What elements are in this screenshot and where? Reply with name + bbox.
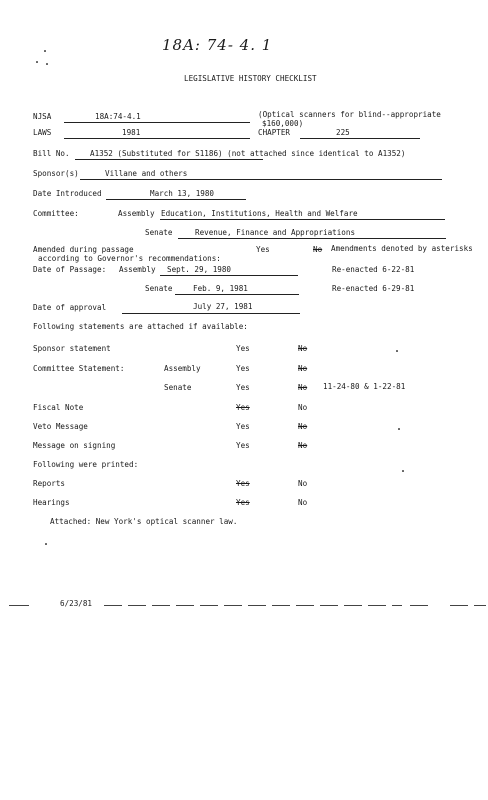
hearings-no: No xyxy=(298,498,308,507)
committee-assembly-underline xyxy=(160,219,445,220)
reports-label: Reports xyxy=(33,479,66,488)
amended-note: Amendments denoted by asterisks xyxy=(331,244,473,253)
amended-label: Amended during passage xyxy=(33,245,134,254)
veto-yes: Yes xyxy=(236,422,250,431)
footer-dash xyxy=(9,605,29,606)
committee-senate-underline xyxy=(178,238,446,239)
message-signing-yes: Yes xyxy=(236,441,250,450)
sponsors-label: Sponsor(s) xyxy=(33,169,79,178)
scan-speck xyxy=(402,470,404,472)
reports-yes: Yes xyxy=(236,479,250,488)
committee-statement-senate-label: Senate xyxy=(164,383,192,392)
passage-assembly-underline xyxy=(160,275,298,276)
committee-senate-label: Senate xyxy=(145,228,173,237)
veto-no: No xyxy=(298,422,308,431)
njsa-description-line2: $160,000) xyxy=(262,119,304,128)
njsa-description-line1: (Optical scanners for blind--appropriate xyxy=(258,110,441,119)
footer-dash xyxy=(152,605,170,606)
footer-dash xyxy=(104,605,122,606)
committee-assembly-value: Education, Institutions, Health and Welfare xyxy=(161,209,358,218)
introduced-value: March 13, 1980 xyxy=(150,189,215,198)
laws-underline xyxy=(64,138,250,139)
chapter-label: CHAPTER xyxy=(258,128,291,137)
handwritten-reference: 18A: 74- 4. 1 xyxy=(162,36,273,54)
footer-dash xyxy=(474,605,486,606)
amended-no: No xyxy=(313,245,323,254)
scan-speck xyxy=(45,543,47,545)
committee-label: Committee: xyxy=(33,209,79,218)
reports-no: No xyxy=(298,479,308,488)
passage-assembly-label: Assembly xyxy=(119,265,156,274)
committee-assembly-label: Assembly xyxy=(118,209,155,218)
scan-speck xyxy=(46,63,48,65)
committee-statement-assembly-no: No xyxy=(298,364,308,373)
footer-dash xyxy=(344,605,362,606)
amended-yes: Yes xyxy=(256,245,270,254)
laws-value: 1981 xyxy=(122,128,141,137)
sponsors-value: Villane and others xyxy=(105,169,188,178)
message-signing-no: No xyxy=(298,441,308,450)
amended-label-line2: according to Governor's recommendations: xyxy=(38,254,221,263)
sponsor-statement-no: No xyxy=(298,344,308,353)
njsa-value: 18A:74-4.1 xyxy=(95,112,141,121)
passage-assembly-note: Re-enacted 6-22-81 xyxy=(332,265,415,274)
passage-label: Date of Passage: xyxy=(33,265,107,274)
committee-statement-assembly-yes: Yes xyxy=(236,364,250,373)
hearings-yes: Yes xyxy=(236,498,250,507)
sponsor-statement-yes: Yes xyxy=(236,344,250,353)
fiscal-note-no: No xyxy=(298,403,308,412)
passage-senate-underline xyxy=(175,294,299,295)
passage-senate-note: Re-enacted 6-29-81 xyxy=(332,284,415,293)
footer-dash xyxy=(128,605,146,606)
committee-senate-value: Revenue, Finance and Appropriations xyxy=(195,228,356,237)
scan-speck xyxy=(398,428,400,430)
printed-heading: Following were printed: xyxy=(33,460,139,469)
footer-date: 6/23/81 xyxy=(60,599,93,608)
laws-label: LAWS xyxy=(33,128,52,137)
footer-dash xyxy=(200,605,218,606)
passage-senate-label: Senate xyxy=(145,284,173,293)
approval-value: July 27, 1981 xyxy=(193,302,253,311)
veto-label: Veto Message xyxy=(33,422,88,431)
njsa-underline xyxy=(64,122,250,123)
bill-value: A1352 (Substituted for S1186) (not attached since identical to A1352) xyxy=(90,149,406,158)
footer-dash xyxy=(450,605,468,606)
committee-statement-assembly-label: Assembly xyxy=(164,364,201,373)
njsa-label: NJSA xyxy=(33,112,52,121)
fiscal-note-label: Fiscal Note xyxy=(33,403,84,412)
scan-speck xyxy=(44,50,46,52)
statements-heading: Following statements are attached if available: xyxy=(33,322,248,331)
attached-note: Attached: New York's optical scanner law. xyxy=(50,517,238,526)
chapter-underline xyxy=(300,138,420,139)
chapter-value: 225 xyxy=(336,128,350,137)
sponsor-statement-label: Sponsor statement xyxy=(33,344,111,353)
bill-label: Bill No. xyxy=(33,149,70,158)
hearings-label: Hearings xyxy=(33,498,70,507)
footer-dash xyxy=(272,605,290,606)
scan-speck xyxy=(396,350,398,352)
fiscal-note-yes: Yes xyxy=(236,403,250,412)
introduced-label: Date Introduced xyxy=(33,189,102,198)
page-title: LEGISLATIVE HISTORY CHECKLIST xyxy=(184,74,317,83)
introduced-underline xyxy=(106,199,246,200)
sponsors-underline xyxy=(80,179,442,180)
footer-dash xyxy=(320,605,338,606)
message-signing-label: Message on signing xyxy=(33,441,116,450)
bill-underline xyxy=(75,159,263,160)
passage-senate-value: Feb. 9, 1981 xyxy=(193,284,248,293)
committee-statement-senate-no: No xyxy=(298,383,308,392)
footer-dash xyxy=(248,605,266,606)
committee-statement-senate-yes: Yes xyxy=(236,383,250,392)
footer-dash xyxy=(368,605,386,606)
approval-label: Date of approval xyxy=(33,303,107,312)
passage-assembly-value: Sept. 29, 1980 xyxy=(167,265,232,274)
footer-dash xyxy=(296,605,314,606)
footer-dash xyxy=(410,605,428,606)
footer-dash xyxy=(392,605,402,606)
committee-statement-senate-note: 11-24-80 & 1-22-81 xyxy=(323,382,406,391)
footer-dash xyxy=(176,605,194,606)
scan-speck xyxy=(36,61,38,63)
approval-underline xyxy=(122,313,300,314)
footer-dash xyxy=(224,605,242,606)
committee-statement-label: Committee Statement: xyxy=(33,364,125,373)
